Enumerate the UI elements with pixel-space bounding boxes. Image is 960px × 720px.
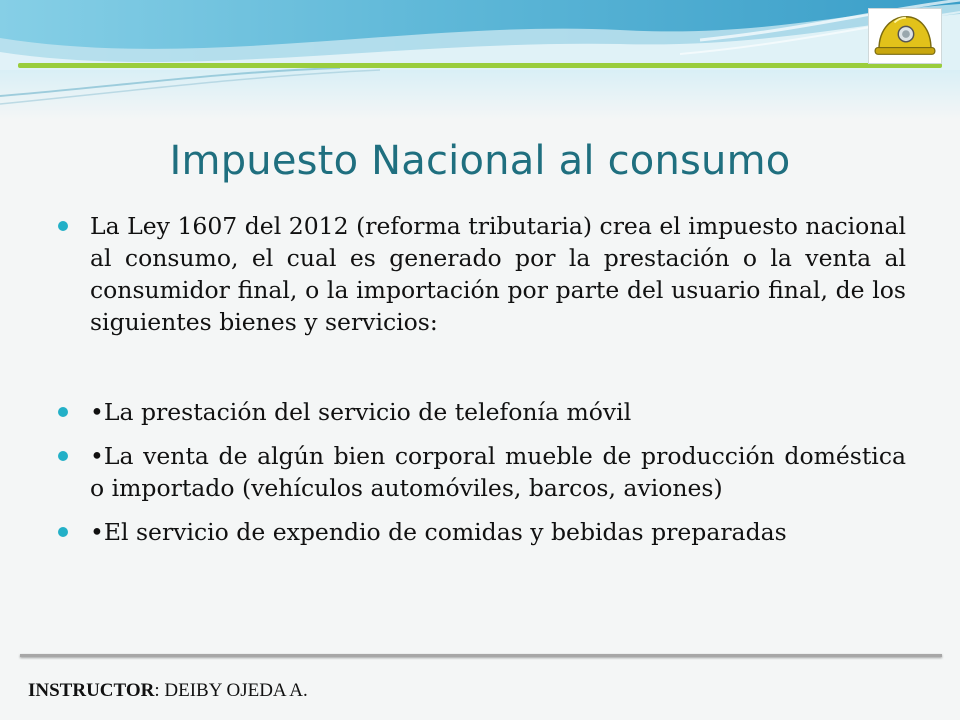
footer-separator: : xyxy=(154,680,160,701)
slide-title: Impuesto Nacional al consumo xyxy=(169,138,791,184)
bullet-text: La Ley 1607 del 2012 (reforma tributaria) crea el impuesto nacional al consumo, el cual es generado por la prestación o la venta al consumidor final, o la importación por parte del usuario final, de los siguientes bienes y servicios: xyxy=(90,212,906,336)
bullet-item-goods xyxy=(56,440,906,504)
logo xyxy=(868,8,942,64)
footer-instructor xyxy=(28,680,308,702)
bullet-dot-icon xyxy=(58,451,68,461)
bullet-list xyxy=(56,210,906,548)
bullet-item-food-service xyxy=(56,516,906,548)
header-wave-decoration xyxy=(0,0,960,120)
bullet-item-telephony xyxy=(56,396,906,428)
bullet-text: •El servicio de expendio de comidas y bebidas preparadas xyxy=(90,518,787,546)
bullet-text: •La prestación del servicio de telefonía móvil xyxy=(90,398,632,426)
bullet-dot-icon xyxy=(58,527,68,537)
bullet-dot-icon xyxy=(58,221,68,231)
bullet-item-law xyxy=(56,210,906,338)
miner-helmet-icon xyxy=(869,9,941,63)
footer-label: INSTRUCTOR xyxy=(28,680,155,701)
footer-divider xyxy=(20,654,942,657)
footer-instructor-name: DEIBY OJEDA A. xyxy=(164,680,308,701)
bullet-text: •La venta de algún bien corporal mueble de producción doméstica o importado (vehículos automóviles, barcos, aviones) xyxy=(90,442,906,502)
bullet-dot-icon xyxy=(58,407,68,417)
